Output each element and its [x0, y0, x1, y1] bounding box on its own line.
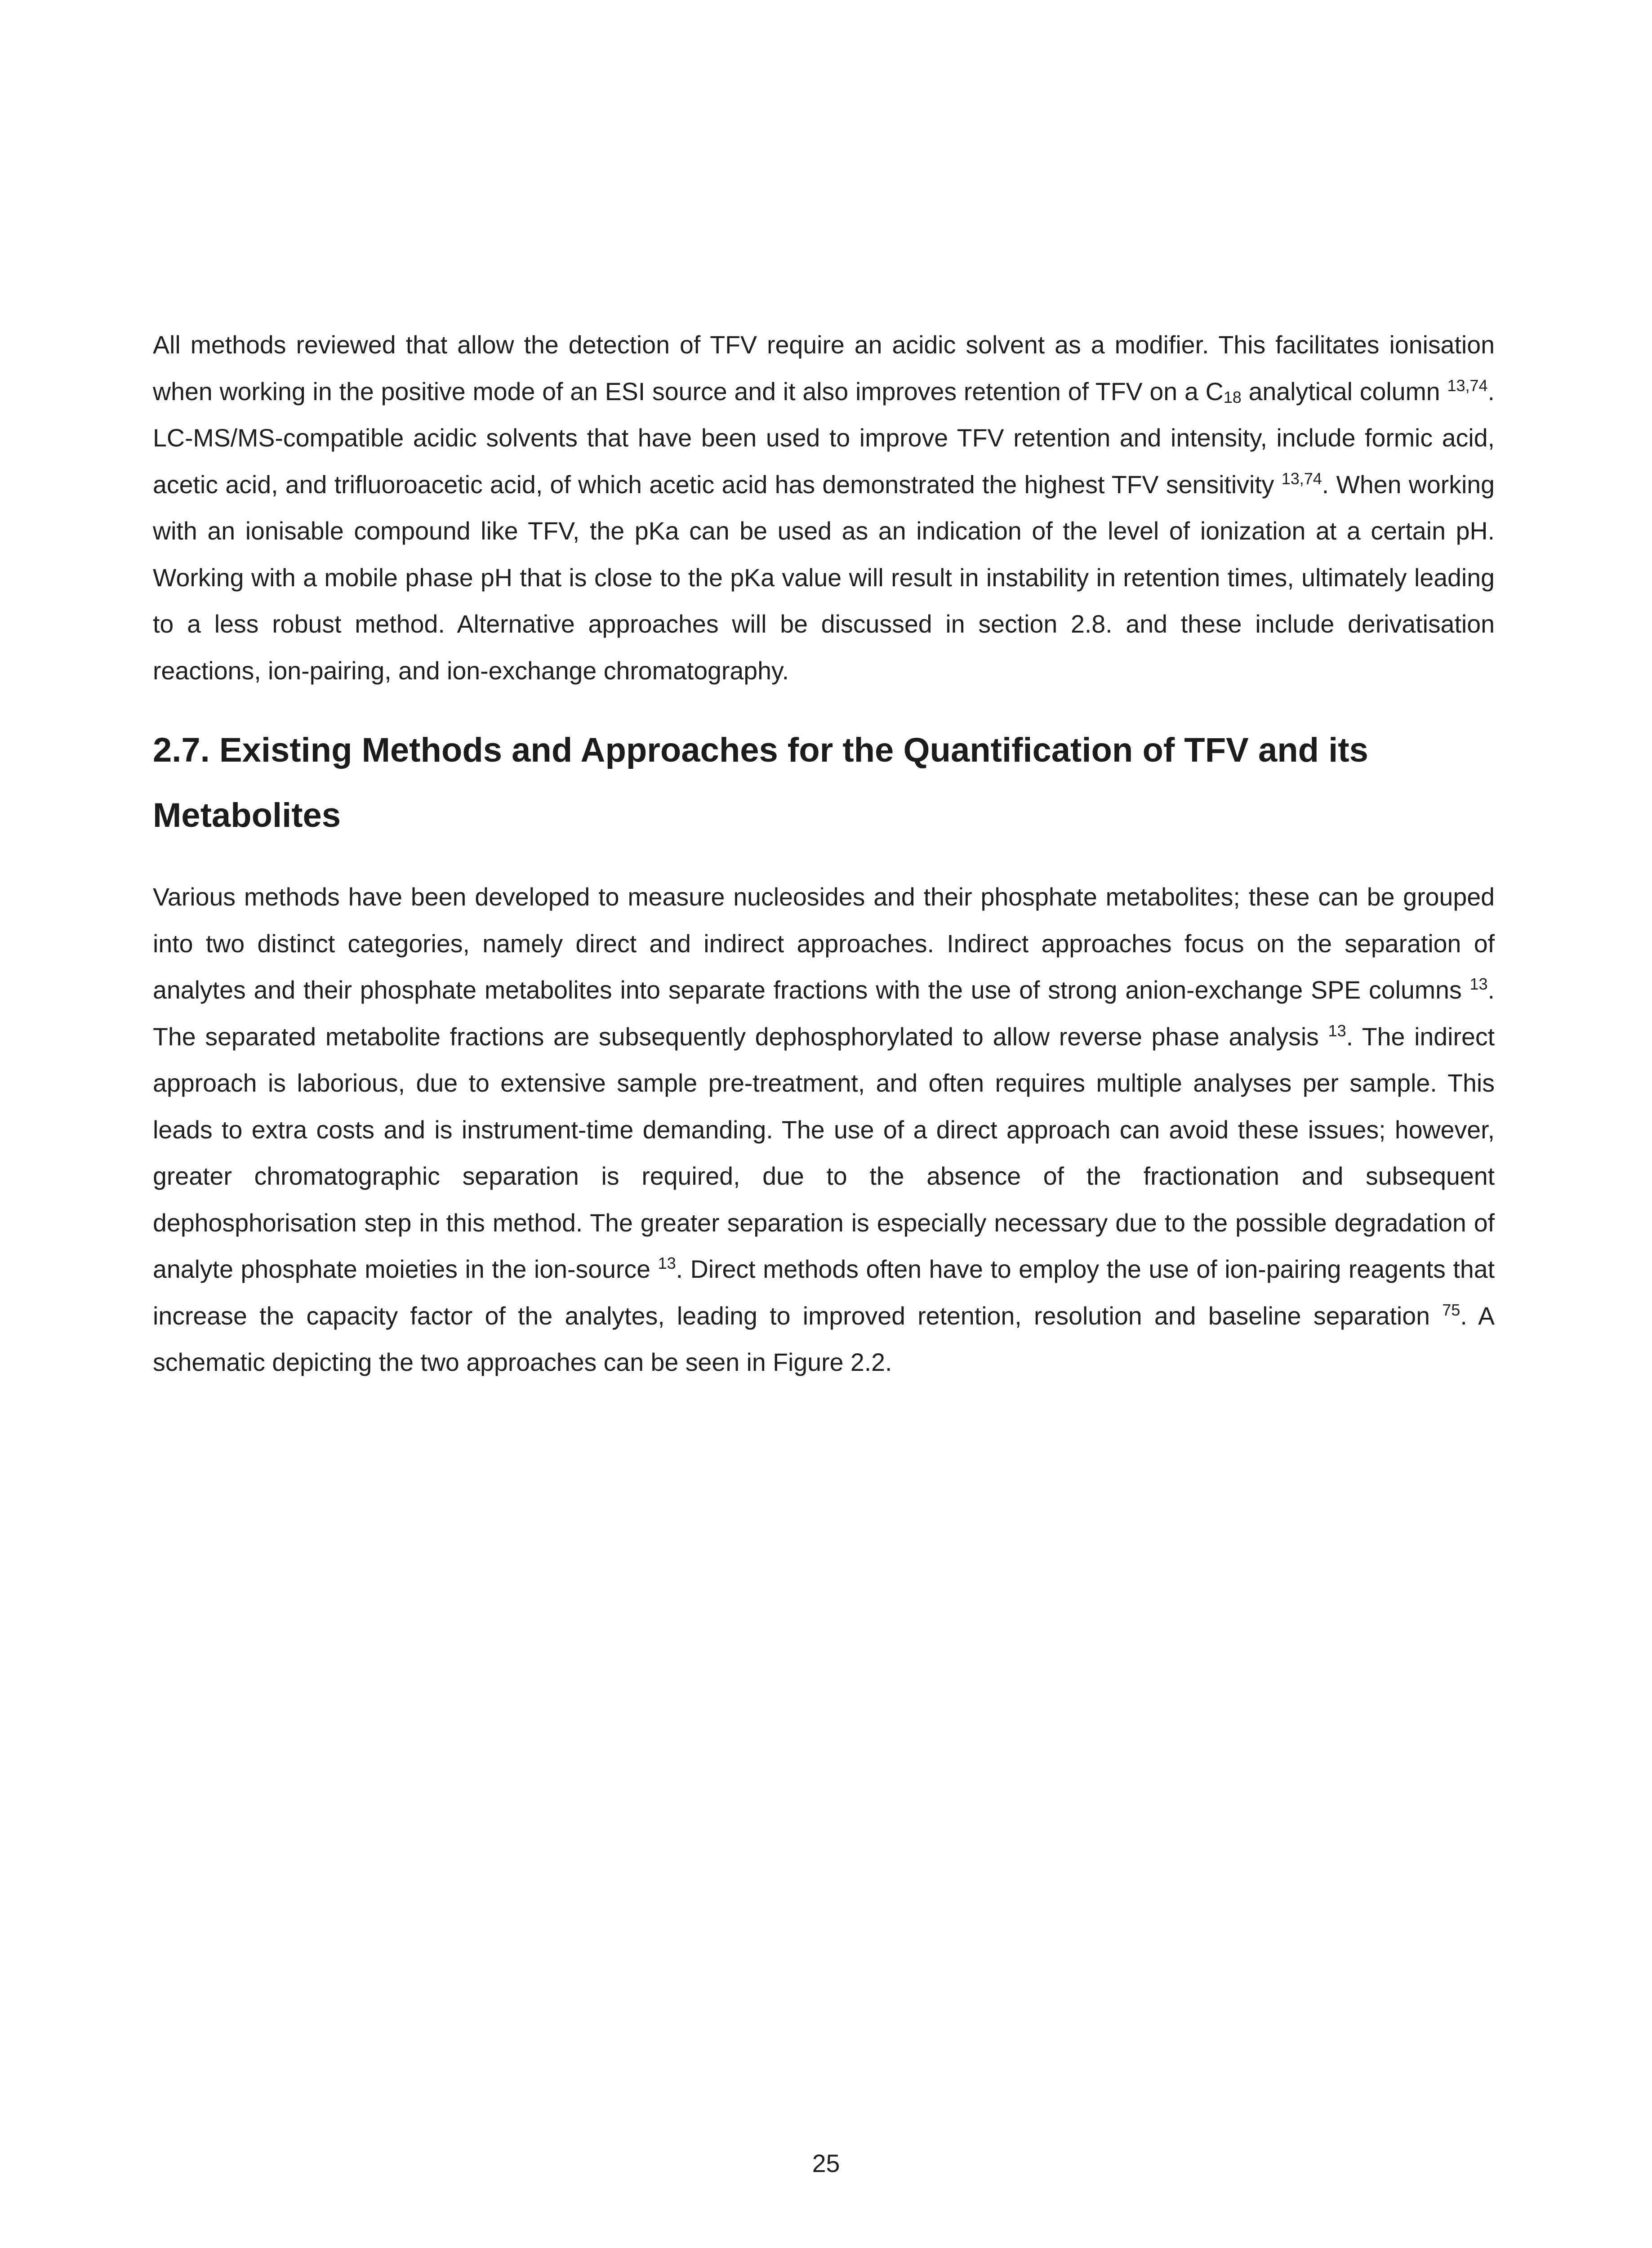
paragraph-text: . A schematic depicting the two approaches can be seen in Figure 2.2.: [153, 1302, 1495, 1376]
citation-reference: 13: [1469, 975, 1488, 993]
paragraph-text: analytical column: [1241, 377, 1447, 406]
paragraph-text: All methods reviewed that allow the detection of TFV require an acidic solvent as a modifier. This facilitates ionisation when working in the positive mode of an ESI source and it also improves retention of TFV on a C: [153, 331, 1495, 406]
body-paragraph-modifier: [153, 322, 1495, 694]
citation-reference: 13,74: [1281, 469, 1322, 488]
paragraph-text: . Direct methods often have to employ the use of ion-pairing reagents that increase the capacity factor of the analytes, leading to improved retention, resolution and baseline separation: [153, 1255, 1495, 1330]
citation-reference: 13,74: [1447, 376, 1488, 395]
citation-reference: 13: [658, 1254, 676, 1272]
page-number: 25: [812, 2150, 840, 2177]
section-heading: 2.7. Existing Methods and Approaches for the Quantification of TFV and its Metabolites: [153, 731, 1368, 834]
paragraph-text: . The separated metabolite fractions are subsequently dephosphorylated to allow reverse phase analysis: [153, 976, 1495, 1051]
page-content: [153, 322, 1495, 1386]
paragraph-text: Various methods have been developed to measure nucleosides and their phosphate metabolites; these can be grouped into two distinct categories, namely direct and indirect approaches. Indirect approaches focus on the separation of analytes and their phosphate metabolites into separate fractions with the use of strong anion-exchange SPE columns: [153, 883, 1495, 1004]
paragraph-text: . When working with an ionisable compound like TFV, the pKa can be used as an indication of the level of ionization at a certain pH. Working with a mobile phase pH that is close to the pKa value will result in instability in retention times, ultimately leading to a less robust method. Alternative approaches will be discussed in section 2.8. and these include derivatisation reactions, ion-pairing, and ion-exchange chromatography.: [153, 470, 1495, 685]
citation-reference: 13: [1328, 1021, 1346, 1040]
body-paragraph-approaches: [153, 874, 1495, 1386]
subscript-c18: 18: [1223, 388, 1242, 406]
citation-reference: 75: [1442, 1300, 1461, 1319]
paragraph-text: . The indirect approach is laborious, due to extensive sample pre-treatment, and often requires multiple analyses per sample. This leads to extra costs and is instrument-time demanding. The use of a direct approach can avoid these issues; however, greater chromatographic separation is required, due to the absence of the fractionation and subsequent dephosphorisation step in this method. The greater separation is especially necessary due to the possible degradation of analyte phosphate moieties in the ion-source: [153, 1022, 1495, 1283]
paragraph-text: . LC-MS/MS-compatible acidic solvents that have been used to improve TFV retention and intensity, include formic acid, acetic acid, and trifluoroacetic acid, of which acetic acid has demonstrated the highest TFV sensitivity: [153, 377, 1495, 499]
